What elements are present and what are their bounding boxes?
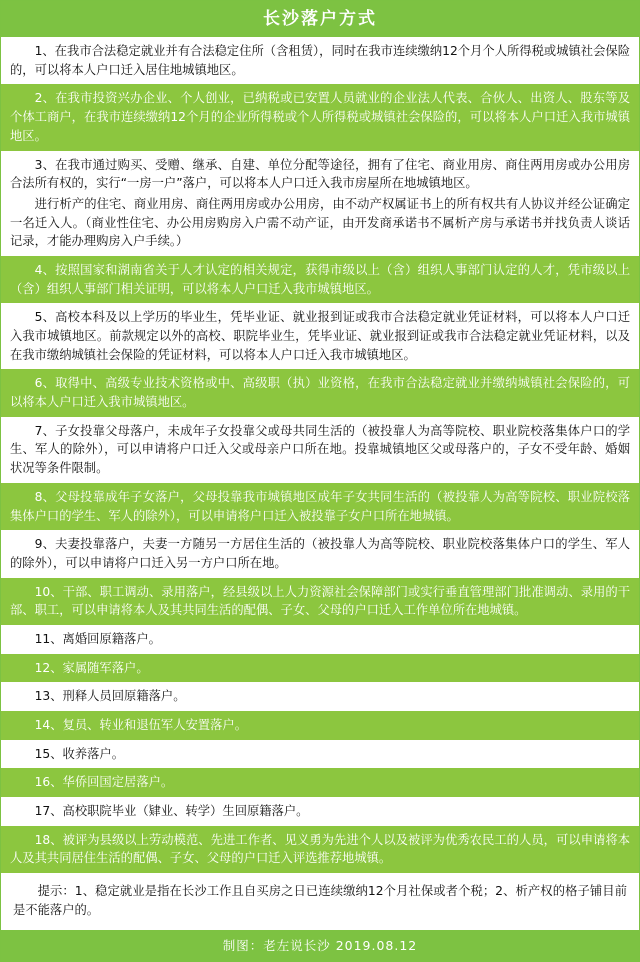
list-item — [1, 826, 639, 873]
rule-text: 1、在我市合法稳定就业并有合法稳定住所（含租赁），同时在我市连续缴纳12个月个人所得税或城镇社会保险的，可以将本人户口迁入居住地城镇地区。 — [10, 44, 630, 77]
list-item — [1, 37, 639, 84]
rule-text: 8、父母投靠成年子女落户，父母投靠我市城镇地区成年子女共同生活的（被投靠人为高等院校、职业院校落集体户口的学生、军人的除外），可以申请将户口迁入被投靠子女户口所在地城镇。 — [10, 489, 630, 523]
rule-text: 11、离婚回原籍落户。 — [34, 631, 161, 646]
list-item — [1, 84, 639, 150]
page-title: 长沙落户方式 — [1, 1, 639, 37]
list-item — [1, 369, 639, 416]
list-item — [1, 530, 639, 577]
rule-text: 13、刑释人员回原籍落户。 — [34, 689, 186, 704]
list-item — [1, 711, 639, 740]
list-item — [1, 578, 639, 625]
rule-text: 10、干部、职工调动、录用落户，经县级以上人力资源社会保障部门或实行垂直管理部门批准调动、录用的干部、职工，可以申请将本人及其共同生活的配偶、子女、父母的户口迁入工作单位所在地城镇。 — [10, 584, 630, 618]
list-item — [1, 654, 639, 683]
footer-credit: 制图：老左说长沙 2019.08.12 — [1, 930, 639, 961]
rule-text: 15、收养落户。 — [34, 746, 125, 761]
list-item — [1, 625, 639, 654]
list-item — [1, 740, 639, 769]
rule-text: 3、在我市通过购买、受赠、继承、自建、单位分配等途径，拥有了住宅、商业用房、商住两用房或办公用房合法所有权的，实行“一房一户”落户，可以将本人户口迁入我市房屋所在地城镇地区。 — [10, 157, 630, 191]
list-item — [1, 768, 639, 797]
rule-text: 9、夫妻投靠落户，夫妻一方随另一方居住生活的（被投靠人为高等院校、职业院校落集体户口的学生、军人的除外），可以申请将户口迁入另一方户口所在地。 — [10, 537, 630, 570]
tip-note — [1, 873, 639, 930]
list-item — [1, 151, 639, 256]
rules-list — [1, 37, 639, 873]
rule-text: 14、复员、转业和退伍军人安置落户。 — [34, 718, 247, 733]
list-item — [1, 417, 639, 483]
list-item — [1, 256, 639, 303]
tip-text: 提示：1、稳定就业是指在长沙工作且自买房之日已连续缴纳12个月社保或者个税；2、析产权的格子铺目前是不能落户的。 — [13, 884, 627, 918]
rule-text: 17、高校职院毕业（肄业、转学）生回原籍落户。 — [34, 804, 309, 819]
rule-text: 6、取得中、高级专业技术资格或中、高级职（执）业资格，在我市合法稳定就业并缴纳城镇社会保险的，可以将本人户口迁入我市城镇地区。 — [10, 376, 630, 410]
rule-text: 7、子女投靠父母落户，未成年子女投靠父或母共同生活的（被投靠人为高等院校、职业院校落集体户口的学生、军人的除外），可以申请将户口迁入父或母亲户口所在地。投靠城镇地区父或母落户的，子女不受年龄、婚姻状况等条件限制。 — [10, 423, 630, 476]
list-item — [1, 303, 639, 369]
list-item — [1, 483, 639, 530]
rule-text-extra: 进行析产的住宅、商业用房、商住两用房或办公用房，由不动产权属证书上的所有权共有人协议并经公证确定一名迁入人。（商业性住宅、办公用房购房入户需不动产证，由开发商承诺书不属析产房与承诺书并找负责人谈话记录，才能办理购房入户手续。） — [10, 196, 630, 249]
rule-text: 5、高校本科及以上学历的毕业生，凭毕业证、就业报到证或我市合法稳定就业凭证材料，可以将本人户口迁入我市城镇地区。前款规定以外的高校、职院毕业生，凭毕业证、就业报到证或我市合法稳定就业凭证材料，以及在我市缴纳城镇社会保险的凭证材料，可以将本人户口迁入我市城镇地区。 — [10, 310, 630, 362]
list-item — [1, 682, 639, 711]
list-item — [1, 797, 639, 826]
rule-text: 16、华侨回国定居落户。 — [34, 775, 174, 790]
rule-text: 4、按照国家和湖南省关于人才认定的相关规定，获得市级以上（含）组织人事部门认定的人才，凭市级以上（含）组织人事部门相关证明，可以将本人户口迁入我市城镇地区。 — [10, 262, 630, 296]
rule-text: 12、家属随军落户。 — [34, 660, 149, 675]
rule-text: 2、在我市投资兴办企业、个人创业，已纳税或已安置人员就业的企业法人代表、合伙人、出资人、股东等及个体工商户，在我市连续缴纳12个月的企业所得税或个人所得税或城镇社会保险的，可以将本人户口迁入我市城镇地区。 — [10, 91, 630, 143]
rule-text: 18、被评为县级以上劳动模范、先进工作者、见义勇为先进个人以及被评为优秀农民工的人员，可以申请将本人及其共同居住生活的配偶、子女、父母的户口迁入评选推荐地城镇。 — [10, 832, 630, 866]
